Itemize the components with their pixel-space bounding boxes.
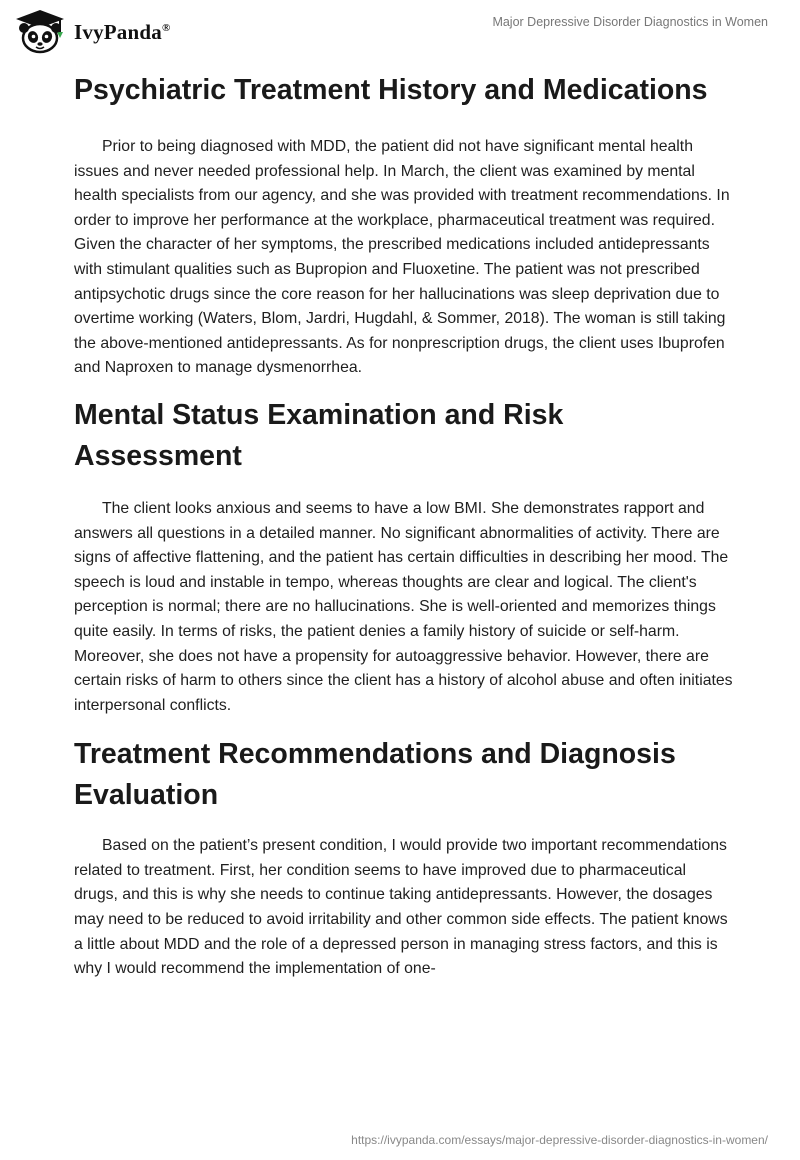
brand-name: IvyPanda® (74, 19, 171, 44)
section-heading: Treatment Recommendations and Diagnosis Evaluation (74, 738, 676, 812)
brand-logo[interactable] (14, 8, 170, 56)
section-treatment-recommendations (74, 734, 734, 982)
section-paragraph: Based on the patient’s present condition, I would provide two important recommendations related to treatment. First, her condition seems to have improved due to pharmaceutical drugs, and this is why she needs to continue taking antidepressants. However, the dosages may need to be reduced to avoid irritability and other common side effects. The patient knows a little about MDD and the role of a depressed person in managing stress factors, and this is why I would recommend the implementation of one- (74, 837, 728, 978)
section-paragraph: The client looks anxious and seems to have a low BMI. She demonstrates rapport and answers all questions in a detailed manner. No significant abnormalities of activity. There are signs of affective flattening, and the patient has certain difficulties in describing her mood. The speech is loud and instable in tempo, whereas thoughts are clear and logical. The client's perception is normal; there are no hallucinations. She is well-oriented and memorizes things quite easily. In terms of risks, the patient denies a family history of suicide or self-harm. Moreover, she does not have a propensity for autoaggressive behavior. However, there are certain risks of harm to others since the client has a history of alcohol abuse and often initiates interpersonal conflicts. (74, 499, 733, 714)
section-mental-status (74, 395, 734, 718)
panda-graduate-icon (14, 8, 66, 56)
section-heading: Mental Status Examination and Risk Assessment (74, 398, 564, 472)
section-heading: Psychiatric Treatment History and Medications (74, 74, 708, 106)
document-title: Major Depressive Disorder Diagnostics in Women (492, 15, 768, 29)
essay-content (74, 70, 734, 982)
section-treatment-history (74, 70, 734, 381)
page-header (0, 0, 800, 70)
section-paragraph: Prior to being diagnosed with MDD, the patient did not have significant mental health issues and never needed professional help. In March, the client was examined by mental health specialists from our agency, and she was provided with treatment recommendations. In order to improve her performance at the workplace, pharmaceutical treatment was required. Given the character of her symptoms, the prescribed medications included antidepressants with stimulant qualities such as Bupropion and Fluoxetine. The patient was not prescribed antipsychotic drugs since the core reason for her hallucinations was sleep deprivation due to overtime working (Waters, Blom, Jardri, Hugdahl, & Sommer, 2018). The woman is still taking the above-mentioned antidepressants. As for nonprescription drugs, the client uses Ibuprofen and Naproxen to manage dysmenorrhea. (74, 138, 730, 377)
source-url-link[interactable]: https://ivypanda.com/essays/major-depressive-disorder-diagnostics-in-women/ (351, 1133, 768, 1147)
